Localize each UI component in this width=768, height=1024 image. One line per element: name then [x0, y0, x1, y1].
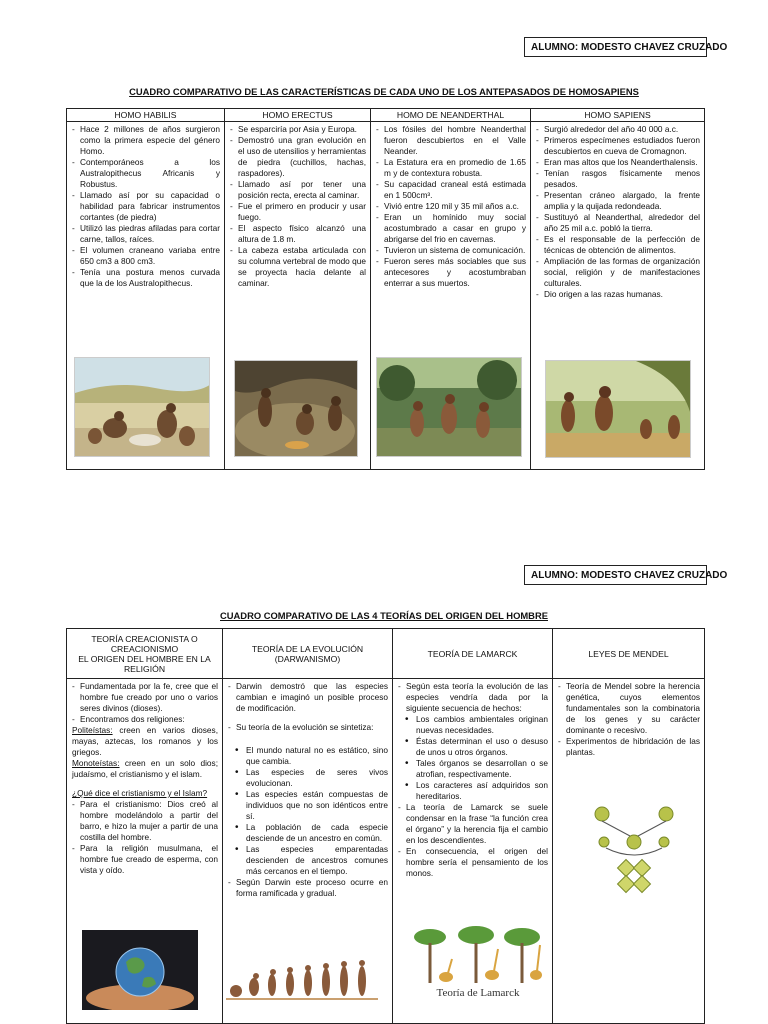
- politeistas-label: Politeístas:: [72, 725, 113, 735]
- col-header-evolucion: [223, 629, 393, 679]
- list-item: - Dio origen a las razas humanas.: [534, 289, 700, 300]
- col-header-neanderthal: HOMO DE NEANDERTHAL: [371, 109, 531, 122]
- list-item: - Sustituyó al Neanderthal, alrededor del año 25 mil a.c. pobló la tierra.: [534, 212, 700, 234]
- list-item: - Demostró una gran evolución en el uso de utensilios y herramientas de piedra (cuchillos, hachas, raspadores).: [228, 135, 366, 179]
- evolution-illustration: [226, 955, 378, 1001]
- list-item: • Los caracteres así adquiridos son hereditarios.: [396, 780, 548, 802]
- list-item: • Las especies están compuestas de individuos que no son idénticos entre sí.: [226, 789, 388, 822]
- list-item: - Su capacidad craneal está estimada en 1 500cm³.: [374, 179, 526, 201]
- list-item: - Teoría de Mendel sobre la herencia genética, cuyos elementos fundamentales son la combinatoria de los genes y su carácter dominante o recesivo.: [556, 681, 700, 736]
- col-header-habilis: HOMO HABILIS: [67, 109, 225, 122]
- list-item: - Tenían rasgos físicamente menos pesados.: [534, 168, 700, 190]
- table2-title: CUADRO COMPARATIVO DE LAS 4 TEORÍAS DEL ORIGEN DEL HOMBRE: [220, 610, 548, 621]
- list-item: - Tuvieron un sistema de comunicación.: [374, 245, 526, 256]
- list-item: - Fueron seres más sociables que sus antecesores y acostumbraban enterrar a sus muertos.: [374, 256, 526, 289]
- list-item: - Eran un homínido muy social acostumbrado a casar en grupo y abrigarse del frio en cavernas.: [374, 212, 526, 245]
- list-item: - Según Darwin este proceso ocurre en forma ramificada y gradual.: [226, 877, 388, 899]
- col-header-mendel: LEYES DE MENDEL: [553, 629, 705, 679]
- list-item: - Es el responsable de la perfección de técnicas de obtención de alimentos.: [534, 234, 700, 256]
- col1-sub: EL ORIGEN DEL HOMBRE EN LA RELIGIÓN: [78, 653, 211, 674]
- list-item: - Se esparciría por Asia y Europa.: [228, 124, 366, 135]
- list-item: - Contemporáneos a los Australopithecus Africanis y Robustus.: [70, 157, 220, 190]
- monoteistas-text: creen en un solo dios; judaísmo, el cristianismo y el islam.: [72, 758, 218, 779]
- list-item: - Llamado así por tener una posición recta, erecta al caminar.: [228, 179, 366, 201]
- monoteistas-label: Monoteístas:: [72, 758, 120, 768]
- list-item: • La población de cada especie desciende de un ancestro en común.: [226, 822, 388, 844]
- list-item: • Las especies emparentadas descienden de ancestros comunes más cercanos en el tiempo.: [226, 844, 388, 877]
- list-item: - Primeros especímenes estudiados fueron descubiertos en cueva de Cromagnon.: [534, 135, 700, 157]
- col-header-sapiens: HOMO SAPIENS: [531, 109, 705, 122]
- table1-title: CUADRO COMPARATIVO DE LAS CARACTERÍSTICAS DE CADA UNO DE LOS ANTEPASADOS DE HOMOSAPIENS: [129, 86, 639, 97]
- col-header-erectus: HOMO ERECTUS: [225, 109, 371, 122]
- sapiens-illustration: [545, 360, 691, 458]
- mendel-diagram: [566, 802, 700, 904]
- list-item: - Darwin demostró que las especies cambian e imaginó un posible proceso de modificación.: [226, 681, 388, 714]
- student-name-box-2: ALUMNO: MODESTO CHAVEZ CRUZADO: [524, 565, 707, 585]
- list-item: - Llamado así por su capacidad o habilidad para fabricar instrumentos cortantes (de piedra): [70, 190, 220, 223]
- list-item: - Para el cristianismo: Dios creó al hombre modelándolo a partir del barro, e hizo la mujer a partir de una costilla del hombre.: [70, 799, 218, 843]
- list-item: - Para la religión musulmana, el hombre fue creado de esperma, con vista y oído.: [70, 843, 218, 876]
- col1-header: TEORÍA CREACIONISTA O CREACIONISMO: [91, 633, 198, 654]
- col2-header: TEORÍA DE LA EVOLUCIÓN: [251, 643, 364, 654]
- list-item: • Tales órganos se desarrollan o se atrofian, respectivamente.: [396, 758, 548, 780]
- list-item: - El aspecto físico alcanzó una altura de 1.8 m.: [228, 223, 366, 245]
- question-heading: ¿Qué dice el cristianismo y el Islam?: [72, 788, 208, 798]
- list-item: - Fue el primero en producir y usar fuego.: [228, 201, 366, 223]
- list-item: • Los cambios ambientales originan nuevas necesidades.: [396, 714, 548, 736]
- col2-sub: (DARWANISMO): [274, 653, 341, 664]
- list-item: - La cabeza estaba articulada con su columna vertebral de modo que se proyecta hacia delante al caminar.: [228, 245, 366, 289]
- col-header-lamarck: TEORÍA DE LAMARCK: [393, 629, 553, 679]
- politeistas-text: creen en varios dioses, mayas, aztecas, los romanos y los griegos.: [72, 725, 218, 757]
- list-item: • Éstas determinan el uso o desuso de unos u otros órganos.: [396, 736, 548, 758]
- list-item: - Vivió entre 120 mil y 35 mil años a.c.: [374, 201, 526, 212]
- list-item: - Tenía una postura menos curvada que la de los Australopithecus.: [70, 267, 220, 289]
- list-item: • El mundo natural no es estático, sino que cambia.: [226, 745, 388, 767]
- list-item: - Surgió alrededor del año 40 000 a.c.: [534, 124, 700, 135]
- habilis-illustration: [74, 357, 210, 457]
- list-item: - Encontramos dos religiones:: [70, 714, 218, 725]
- list-item: - Hace 2 millones de años surgieron como la primera especie del género Homo.: [70, 124, 220, 157]
- earth-hands-illustration: [82, 930, 198, 1010]
- list-item: - Ampliación de las formas de organización social, religión y de manifestaciones culturales.: [534, 256, 700, 289]
- list-item: - En consecuencia, el origen del hombre sería el pensamiento de los monos.: [396, 846, 548, 879]
- list-item: - Fundamentada por la fe, cree que el hombre fue creado por uno o varios seres divinos (dioses).: [70, 681, 218, 714]
- list-item: - Experimentos de hibridación de las plantas.: [556, 736, 700, 758]
- list-item: - El volumen craneano variaba entre 650 cm3 a 800 cm3.: [70, 245, 220, 267]
- list-item: - La teoría de Lamarck se suele condensar en la frase “la función crea el órgano” y la herencia fija el cambio en los descendientes.: [396, 802, 548, 846]
- erectus-illustration: [234, 360, 358, 457]
- list-item: - Su teoría de la evolución se sintetiza:: [226, 722, 388, 733]
- list-item: - Eran mas altos que los Neanderthalensis.: [534, 157, 700, 168]
- list-item: • Las especies de seres vivos evolucionan.: [226, 767, 388, 789]
- monoteistas-item: [70, 758, 218, 780]
- list-item: - Utilizó las piedras afiladas para cortar carne, tallos, raíces.: [70, 223, 220, 245]
- politeistas-item: [70, 725, 218, 758]
- lamarck-illustration: [410, 925, 546, 1001]
- student-name-box: ALUMNO: MODESTO CHAVEZ CRUZADO: [524, 37, 707, 57]
- list-item: - Los fósiles del hombre Neanderthal fueron descubiertos en el Valle Neander.: [374, 124, 526, 157]
- col-header-creacionismo: [67, 629, 223, 679]
- list-item: - Presentan cráneo alargado, la frente amplia y la quijada redondeada.: [534, 190, 700, 212]
- list-item: - La Estatura era en promedio de 1.65 m y de contextura robusta.: [374, 157, 526, 179]
- list-item: - Según esta teoría la evolución de las especies vendría dada por la siguiente secuencia de hechos:: [396, 681, 548, 714]
- lamarck-caption: Teoría de Lamarck: [436, 987, 520, 999]
- neanderthal-illustration: [376, 357, 522, 457]
